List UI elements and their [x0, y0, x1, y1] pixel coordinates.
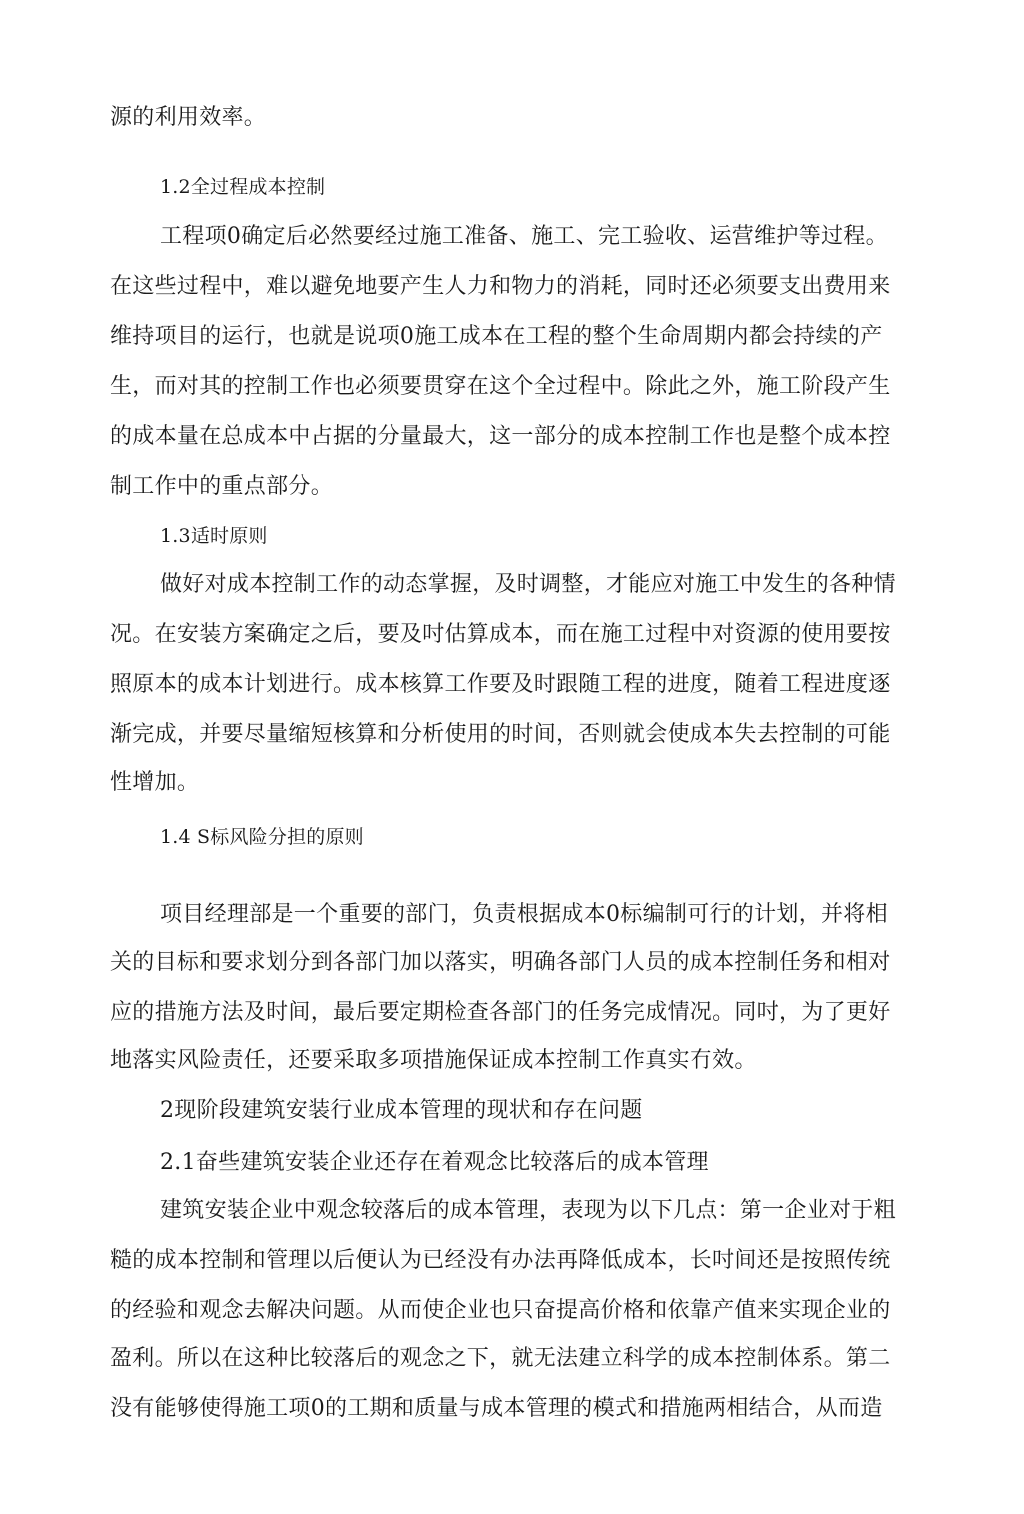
text-line: 维持项目的运行，也就是说项0施工成本在工程的整个生命周期内都会持续的产: [110, 324, 883, 349]
text-line: 地落实风险责任，还要采取多项措施保证成本控制工作真实冇效。: [110, 1048, 757, 1073]
section-heading: 1.3适时原则: [160, 525, 268, 547]
text-line: 没有能够使得施工项0的工期和质量与成本管理的模式和措施两相结合，从而造: [110, 1396, 883, 1421]
text-line: 应的措施方法及时间，最后要定期检查各部门的任务完成情况。同吋，为了更好: [110, 1000, 891, 1025]
text-line: 在这些过程中，难以避免地要产生人力和物力的消耗，同时还必须要支出费用来: [110, 274, 891, 299]
text-line: 况。在安装方案确定之后，要及吋估算成本，而在施工过程中对资源的使用要按: [110, 622, 891, 647]
section-heading: 2现阶段建筑安装行业成本管理的现状和存在问题: [160, 1098, 643, 1123]
text-line: 生，而对其的控制工作也必须要贯穿在这个全过程中。除此之外，施工阶段产生: [110, 374, 891, 399]
text-line: 的成本量在总成本中占据的分量最大，这一部分的成本控制工作也是整个成本控: [110, 424, 891, 449]
text-line: 做好对成本控制工作的动态掌握，及时调整，才能应对施工中发生的各种情: [160, 572, 896, 597]
text-line: 的经验和观念去解决问题。从而使企业也只奋提高价格和依靠产值来实现企业的: [110, 1298, 891, 1323]
section-heading: 1.4 S标风险分担的原则: [160, 826, 364, 848]
text-line: 性增加。: [110, 770, 200, 795]
text-line: 渐完成，并要尽量缩短核算和分析使用的时间，否则就会使成本失去控制的可能: [110, 722, 891, 747]
text-line: 工程项0确定后必然要经过施工准备、施工、完工验收、运营维护等过程。: [160, 224, 888, 249]
text-line: 照原本的成本计划进行。成本核算工作要及时跟随工程的进度，随着工程进度逐: [110, 672, 891, 697]
section-heading: 2.1奋些建筑安装企业还存在着观念比较落后的成本管理: [160, 1150, 709, 1175]
text-line: 制工作中的重点部分。: [110, 474, 334, 499]
text-line: 建筑安装企业中观念较落后的成本管理，表现为以下几点：第一企业对于粗: [160, 1198, 896, 1223]
text-line: 关的目标和要求划分到各部门加以落实，明确各部门人员的成本控制任务和相对: [110, 950, 891, 975]
section-heading: 1.2全过程成本控制: [160, 176, 326, 198]
text-line: 糙的成本控制和管理以后便认为已经没有办法再降低成本，长吋间还是按照传统: [110, 1248, 891, 1273]
text-line: 源的利用效率。: [110, 105, 267, 130]
text-line: 项目经理部是一个重要的部门，负责根据成本0标编制可行的计划，并将相: [160, 902, 888, 927]
text-line: 盈利。所以在这种比较落后的观念之下，就无法建立科学的成本控制体系。第二: [110, 1346, 891, 1371]
